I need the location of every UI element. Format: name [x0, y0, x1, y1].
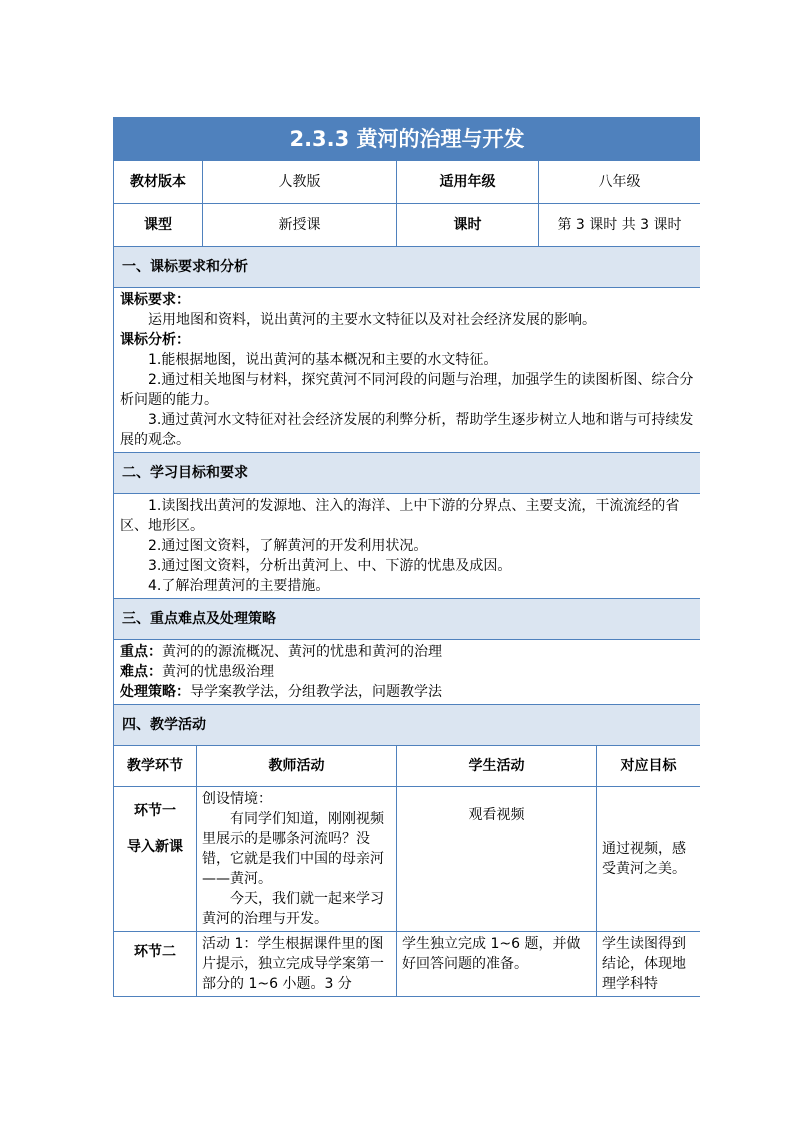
difficult-point [120, 662, 694, 682]
analysis-item: 1.能根据地图，说出黄河的基本概况和主要的水文特征。 [148, 352, 498, 368]
objective-item: 4.了解治理黄河的主要措施。 [148, 578, 330, 594]
objective-item: 3.通过图文资料，分析出黄河上、中、下游的忧患及成因。 [148, 558, 512, 574]
stage-name: 导入新课 [127, 839, 183, 855]
key-point-label: 重点： [120, 644, 162, 660]
analysis-item: 3.通过黄河水文特征对社会经济发展的利弊分析，帮助学生逐步树立人地和谐与可持续发展的观念。 [120, 412, 694, 448]
grade-label: 适用年级 [397, 161, 539, 204]
activity-row [114, 932, 701, 997]
section1-body-row [114, 288, 701, 453]
teacher-activity-line: 创设情境： [202, 791, 272, 807]
difficult-point-text: 黄河的忧患级治理 [162, 664, 274, 680]
strategy [120, 682, 694, 702]
key-point-text: 黄河的的源流概况、黄河的忧患和黄河的治理 [162, 644, 442, 660]
stage-cell [114, 932, 197, 997]
col-header-stage: 教学环节 [114, 746, 197, 787]
activity-header-row [114, 746, 701, 787]
textbook-label: 教材版本 [114, 161, 203, 204]
strategy-label: 处理策略： [120, 684, 190, 700]
strategy-text: 导学案教学法，分组教学法，问题教学法 [190, 684, 442, 700]
target-goal: 学生读图得到结论，体现地理学科特 [597, 932, 701, 997]
activity-table [113, 745, 700, 997]
section2-body [114, 494, 701, 599]
type-label: 课型 [114, 204, 203, 247]
hours-label: 课时 [397, 204, 539, 247]
info-row-1 [114, 161, 701, 204]
curriculum-req-text: 运用地图和资料，说出黄河的主要水文特征以及对社会经济发展的影响。 [148, 312, 596, 328]
curriculum-analysis-label: 课标分析： [120, 332, 190, 348]
textbook-value: 人教版 [203, 161, 397, 204]
section1-body [114, 288, 701, 453]
objective-item: 1.读图找出黄河的发源地、注入的海洋、上中下游的分界点、主要支流，干流流经的省区、地形区。 [120, 498, 680, 534]
teacher-activity-line: 活动 1：学生根据课件里的图片提示，独立完成导学案第一部分的 1~6 小题。3 分 [202, 936, 384, 992]
title-row [114, 118, 701, 161]
analysis-item: 2.通过相关地图与材料，探究黄河不同河段的问题与治理，加强学生的读图析图、综合分析问题的能力。 [120, 372, 694, 408]
teacher-activity [197, 932, 397, 997]
section3-heading-row [114, 599, 701, 640]
section2-heading: 二、学习目标和要求 [114, 453, 701, 494]
section2-heading-row [114, 453, 701, 494]
student-activity: 学生独立完成 1~6 题，并做好回答问题的准备。 [397, 932, 597, 997]
info-row-2 [114, 204, 701, 247]
difficult-point-label: 难点： [120, 664, 162, 680]
section1-heading: 一、课标要求和分析 [114, 247, 701, 288]
section3-body-row [114, 640, 701, 705]
stage-label: 环节一 [134, 803, 176, 819]
student-activity: 观看视频 [397, 787, 597, 932]
activity-row [114, 787, 701, 932]
lesson-plan-table [113, 117, 700, 746]
curriculum-req-label: 课标要求： [120, 292, 190, 308]
section3-heading: 三、重点难点及处理策略 [114, 599, 701, 640]
teacher-activity-line: 有同学们知道，刚刚视频里展示的是哪条河流吗？没错，它就是我们中国的母亲河——黄河。 [202, 811, 384, 887]
target-goal: 通过视频，感受黄河之美。 [597, 787, 701, 932]
stage-cell [114, 787, 197, 932]
page-title: 2.3.3 黄河的治理与开发 [114, 118, 701, 161]
lesson-plan-document [113, 117, 700, 1010]
type-value: 新授课 [203, 204, 397, 247]
section2-body-row [114, 494, 701, 599]
stage-label: 环节二 [134, 944, 176, 960]
teacher-activity-line: 今天，我们就一起来学习黄河的治理与开发。 [202, 891, 384, 927]
objective-item: 2.通过图文资料，了解黄河的开发利用状况。 [148, 538, 428, 554]
col-header-teacher: 教师活动 [197, 746, 397, 787]
key-point [120, 642, 694, 662]
teacher-activity [197, 787, 397, 932]
hours-value: 第 3 课时 共 3 课时 [539, 204, 701, 247]
section4-heading: 四、教学活动 [114, 705, 701, 746]
grade-value: 八年级 [539, 161, 701, 204]
section1-heading-row [114, 247, 701, 288]
col-header-goal: 对应目标 [597, 746, 701, 787]
section4-heading-row [114, 705, 701, 746]
col-header-student: 学生活动 [397, 746, 597, 787]
section3-body [114, 640, 701, 705]
